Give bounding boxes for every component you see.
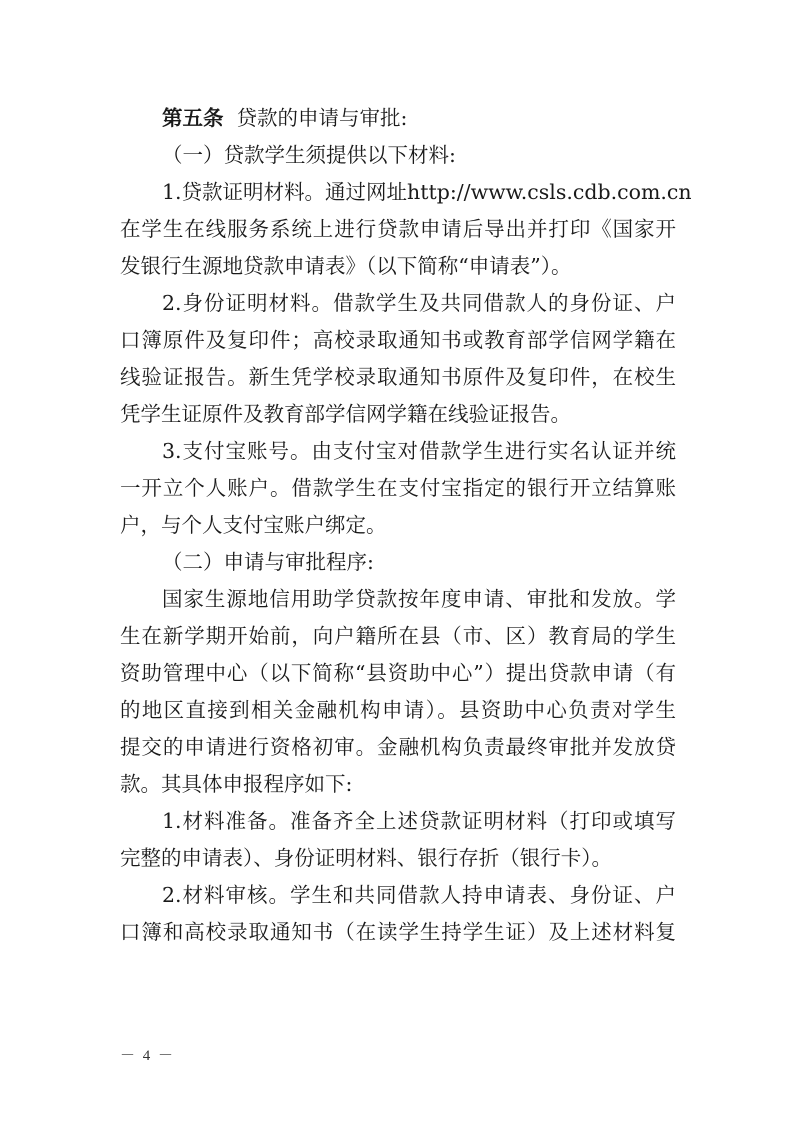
text-line: 2.身份证明材料。借款学生及共同借款人的身份证、户 [162, 291, 676, 315]
text-line: 提交的申请进行资格初审。金融机构负责最终审批并发放贷 [120, 735, 676, 759]
text-line: （一）贷款学生须提供以下材料: [162, 143, 456, 167]
page-number: － 4 － [120, 1048, 176, 1064]
text-line: 的地区直接到相关金融机构申请）。县资助中心负责对学生 [120, 698, 676, 722]
text-line: 款。其具体申报程序如下: [120, 772, 353, 796]
text-line: 线验证报告。新生凭学校录取通知书原件及复印件，在校生 [120, 365, 676, 389]
text-line: （二）申请与审批程序: [162, 550, 374, 574]
article-heading [120, 100, 676, 137]
text-line: 完整的申请表）、身份证明材料、银行存折（银行卡）。 [120, 846, 612, 870]
text-line: 1.贷款证明材料。通过网址http://www.csls.cdb.com.cn [162, 180, 692, 204]
text-line: 发银行生源地贷款申请表》（以下简称“申请表”）。 [120, 254, 572, 278]
text-line: 资助管理中心（以下简称“县资助中心”）提出贷款申请（有 [120, 661, 676, 685]
article-label: 第五条 [162, 106, 224, 130]
text-line: 1.材料准备。准备齐全上述贷款证明材料（打印或填写 [162, 809, 676, 833]
text-line: 一开立个人账户。借款学生在支付宝指定的银行开立结算账 [120, 476, 676, 500]
text-line: 户，与个人支付宝账户绑定。 [120, 513, 387, 537]
text-line: 2.材料审核。学生和共同借款人持申请表、身份证、户 [162, 883, 676, 907]
text-line: 口簿和高校录取通知书（在读学生持学生证）及上述材料复 [120, 920, 676, 944]
document-page [120, 100, 692, 951]
text-line: 生在新学期开始前，向户籍所在县（市、区）教育局的学生 [120, 624, 676, 648]
text-line: 在学生在线服务系统上进行贷款申请后导出并打印《国家开 [120, 217, 676, 241]
text-line: 凭学生证原件及教育部学信网学籍在线验证报告。 [120, 402, 571, 426]
text-line: 口簿原件及复印件；高校录取通知书或教育部学信网学籍在 [120, 328, 676, 352]
text-line: 3.支付宝账号。由支付宝对借款学生进行实名认证并统 [162, 439, 676, 463]
text-line: 国家生源地信用助学贷款按年度申请、审批和发放。学 [162, 587, 676, 611]
article-title: 贷款的申请与审批: [223, 106, 408, 130]
